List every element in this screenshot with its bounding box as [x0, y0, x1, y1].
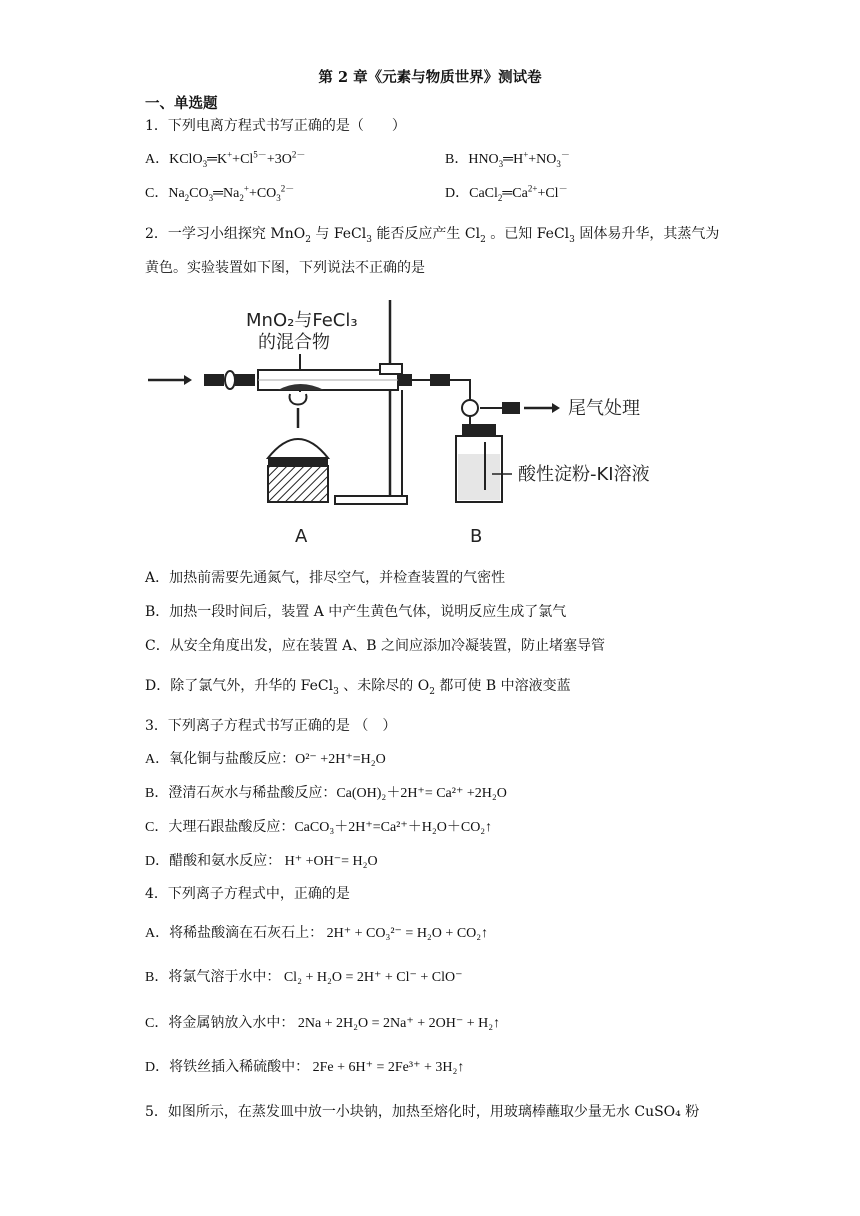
- q1-option-b: B．$HNO_3═H^++NO_3^-$: [445, 149, 570, 169]
- q3-option-c: C．大理石跟盐酸反应：CaCO₃＋2H⁺=Ca²⁺＋H₂O＋CO₂↑: [145, 820, 493, 835]
- q4-option-b: B．将氯气溶于水中： Cl₂ + H₂O = 2H⁺ + Cl⁻ + ClO⁻: [145, 970, 463, 985]
- figure-label-tail-gas: 尾气处理: [568, 398, 640, 419]
- burner-base: [268, 466, 328, 502]
- figure-label-solution: 酸性淀粉-KI溶液: [518, 464, 650, 485]
- q2-option-b: B．加热一段时间后，装置 A 中产生黄色气体，说明反应生成了氯气: [145, 604, 567, 620]
- question-2-stem-line2: 黄色。实验装置如下图，下列说法不正确的是: [145, 260, 425, 276]
- apparatus-figure: [140, 290, 700, 550]
- question-3-stem: 3．下列离子方程式书写正确的是 （ ）: [145, 718, 397, 734]
- q2-option-d: D．除了氯气外，升华的 FeCl$_3$ 、未除尽的 $O_2$ 都可使 B 中溶液变蓝: [145, 678, 571, 697]
- q3-option-a: A．氧化铜与盐酸反应：O²⁻ +2H⁺=H₂O: [145, 752, 386, 767]
- burner: [268, 439, 328, 458]
- q4-option-d: D．将铁丝插入稀硫酸中： 2Fe + 6H⁺ = 2Fe³⁺ + 3H₂↑: [145, 1060, 465, 1075]
- question-5-stem: 5．如图所示，在蒸发皿中放一小块钠，加热至熔化时，用玻璃棒蘸取少量无水 CuSO₄ 粉: [145, 1104, 700, 1120]
- question-4-stem: 4．下列离子方程式中，正确的是: [145, 886, 350, 902]
- section-heading: 一、单选题: [145, 95, 218, 112]
- figure-label-mixture-2: 的混合物: [258, 332, 330, 353]
- question-1-stem: 1．下列电离方程式书写正确的是（ ）: [145, 118, 406, 134]
- q1-option-d: D．$CaCl_2═Ca^{2+}+Cl^-$: [445, 183, 568, 203]
- stand-base: [335, 496, 407, 504]
- figure-label-mixture-1: MnO₂与FeCl₃: [246, 310, 358, 331]
- page-title: 第 2 章《元素与物质世界》测试卷: [318, 69, 542, 86]
- q3-option-b: B．澄清石灰水与稀盐酸反应：Ca(OH)₂＋2H⁺= Ca²⁺ +2H₂O: [145, 786, 507, 801]
- q1-option-a: A．$KClO_3═K^++Cl^{5-}+3O^{2-}$: [145, 149, 306, 169]
- q2-option-a: A．加热前需要先通氮气，排尽空气，并检查装置的气密性: [145, 570, 506, 586]
- q4-option-c: C．将金属钠放入水中： 2Na + 2H₂O = 2Na⁺ + 2OH⁻ + H₂↑: [145, 1016, 501, 1031]
- figure-label-b: B: [470, 526, 483, 547]
- q2-option-c: C．从安全角度出发，应在装置 A、B 之间应添加冷凝装置，防止堵塞导管: [145, 638, 606, 654]
- q4-option-a: A．将稀盐酸滴在石灰石上： 2H⁺ + CO₃²⁻ = H₂O + CO₂↑: [145, 926, 489, 941]
- figure-label-a: A: [295, 526, 308, 547]
- q3-option-d: D．醋酸和氨水反应： H⁺ +OH⁻= H₂O: [145, 854, 378, 869]
- question-2-stem-line1: 2．一学习小组探究 MnO$_2$ 与 FeCl$_3$ 能否反应产生 $Cl_2$ 。已知 FeCl$_3$ 固体易升华，其蒸气为: [145, 226, 720, 245]
- q1-option-c: C．$Na_2CO_3═Na_2^++CO_3^{2-}$: [145, 183, 295, 203]
